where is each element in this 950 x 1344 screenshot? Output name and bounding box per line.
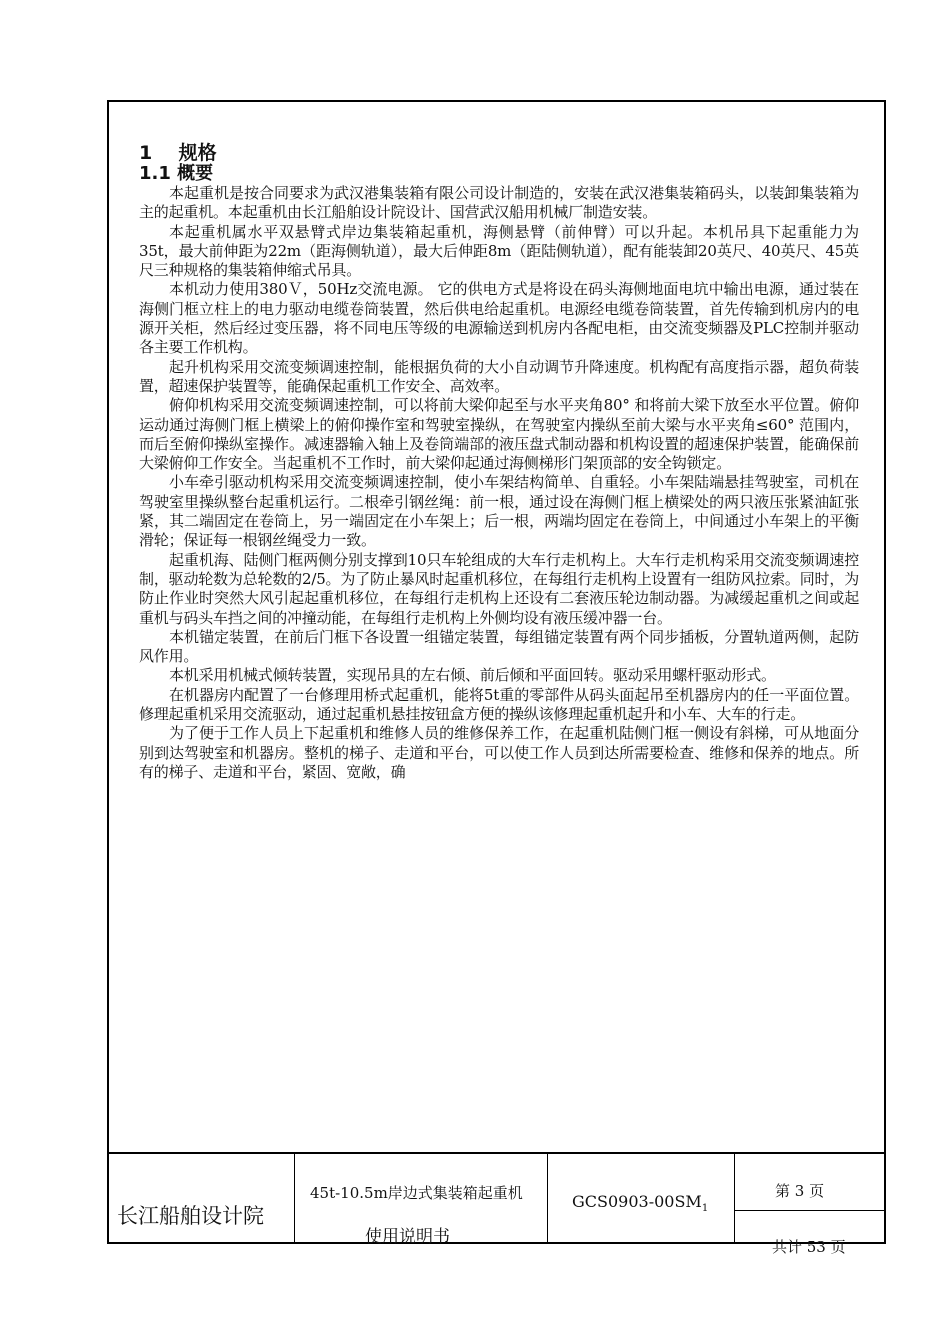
paragraph-trolley: 小车牵引驱动机构采用交流变频调速控制，使小车架结构简单、自重轻。小车架陆端悬挂驾驶室，司机在驾驶室里操纵整台起重机运行。二根牵引钢丝绳：前一根，通过设在海侧门框上横梁处的两只液压张紧油缸张紧，其二端固定在卷筒上，另一端固定在小车架上；后一根，两端均固定在卷筒上，中间通过小车架上的平衡滑轮；保证每一根钢丝绳受力一致。	[139, 473, 859, 550]
product-title: 45t-10.5m岸边式集装箱起重机	[310, 1184, 523, 1202]
divider	[734, 1154, 735, 1244]
divider	[294, 1154, 295, 1244]
document-code-subscript: 1	[701, 1203, 709, 1215]
divider	[547, 1154, 548, 1244]
paragraph-anchor: 本机锚定装置，在前后门框下各设置一组锚定装置，每组锚定装置有两个同步插板，分置轨道两侧，起防风作用。	[139, 627, 859, 666]
paragraph-boom: 俯仰机构采用交流变频调速控制，可以将前大梁仰起至与水平夹角80° 和将前大梁下放至水平位置。俯仰运动通过海侧门框上横梁上的俯仰操作室和驾驶室操纵，在驾驶室内操纵至前大梁与水平夹角≤60° 范围内，而后至俯仰操纵室操作。减速器输入轴上及卷筒端部的液压盘式制动器和机构设置的超速保护装置，能确保前大梁俯仰工作安全。当起重机不工作时，前大梁仰起通过海侧梯形门架顶部的安全钩锁定。	[139, 396, 859, 473]
paragraph-type: 本起重机属水平双悬臂式岸边集装箱起重机，海侧悬臂（前伸臂）可以升起。本机吊具下起重能力为35t，最大前伸距为22m（距海侧轨道），最大后伸距8m（距陆侧轨道），配有能装卸20英尺、40英尺、45英尺三种规格的集装箱伸缩式吊具。	[139, 222, 859, 280]
divider	[734, 1210, 886, 1211]
document-code	[572, 1192, 708, 1214]
manual-label: 使用说明书	[365, 1227, 450, 1247]
paragraph-power: 本机动力使用380Ｖ，50Hz交流电源。 它的供电方式是将设在码头海侧地面电坑中输出电源，通过装在海侧门框立柱上的电力驱动电缆卷筒装置，然后供电给起重机。电源经电缆卷筒装置，首先传输到机房内的电源开关柜，然后经过变压器，将不同电压等级的电源输送到机房内各配电柜，由交流变频器及PLC控制并驱动各主要工作机构。	[139, 280, 859, 357]
total-pages: 共计 53 页	[772, 1238, 846, 1256]
section-heading: 1 规格	[139, 142, 217, 164]
paragraph-hoist: 起升机构采用交流变频调速控制，能根据负荷的大小自动调节升降速度。机构配有高度指示器，超负荷装置，超速保护装置等，能确保起重机工作安全、高效率。	[139, 357, 859, 395]
paragraph-tilt: 本机采用机械式倾转装置，实现吊具的左右倾、前后倾和平面回转。驱动采用螺杆驱动形式。	[169, 666, 776, 685]
paragraph-maintenance-crane: 在机器房内配置了一台修理用桥式起重机，能将5t重的零部件从码头面起吊至机器房内的任一平面位置。修理起重机采用交流驱动，通过起重机悬挂按钮盒方便的操纵该修理起重机起升和小车、大车的行走。	[139, 685, 859, 724]
title-block	[107, 1152, 886, 1256]
page-number: 第 3 页	[775, 1182, 825, 1200]
subsection-heading: 1.1 概要	[139, 163, 214, 184]
company-name: 长江船舶设计院	[117, 1204, 264, 1228]
paragraph-gantry: 起重机海、陆侧门框两侧分别支撑到10只车轮组成的大车行走机构上。大车行走机构采用交流变频调速控制，驱动轮数为总轮数的2/5。为了防止暴风时起重机移位，在每组行走机构上设置有一组防风拉索。同时，为防止作业时突然大风引起起重机移位，在每组行走机构上还设有二套液压轮边制动器。为减缓起重机之间或起重机与码头车挡之间的冲撞动能，在每组行走机构上外侧均设有液压缓冲器一台。	[139, 550, 859, 627]
paragraph-overview: 本起重机是按合同要求为武汉港集装箱有限公司设计制造的，安装在武汉港集装箱码头，以装卸集装箱为主的起重机。本起重机由长江船舶设计院设计、国营武汉船用机械厂制造安装。	[139, 184, 859, 222]
document-body	[139, 142, 859, 782]
document-code-main: GCS0903-00SM	[572, 1192, 702, 1211]
paragraph-access: 为了便于工作人员上下起重机和维修人员的维修保养工作，在起重机陆侧门框一侧设有斜梯，可从地面分别到达驾驶室和机器房。整机的梯子、走道和平台，可以使工作人员到达所需要检查、维修和保养的地点。所有的梯子、走道和平台，紧固、宽敞，确	[139, 724, 859, 781]
